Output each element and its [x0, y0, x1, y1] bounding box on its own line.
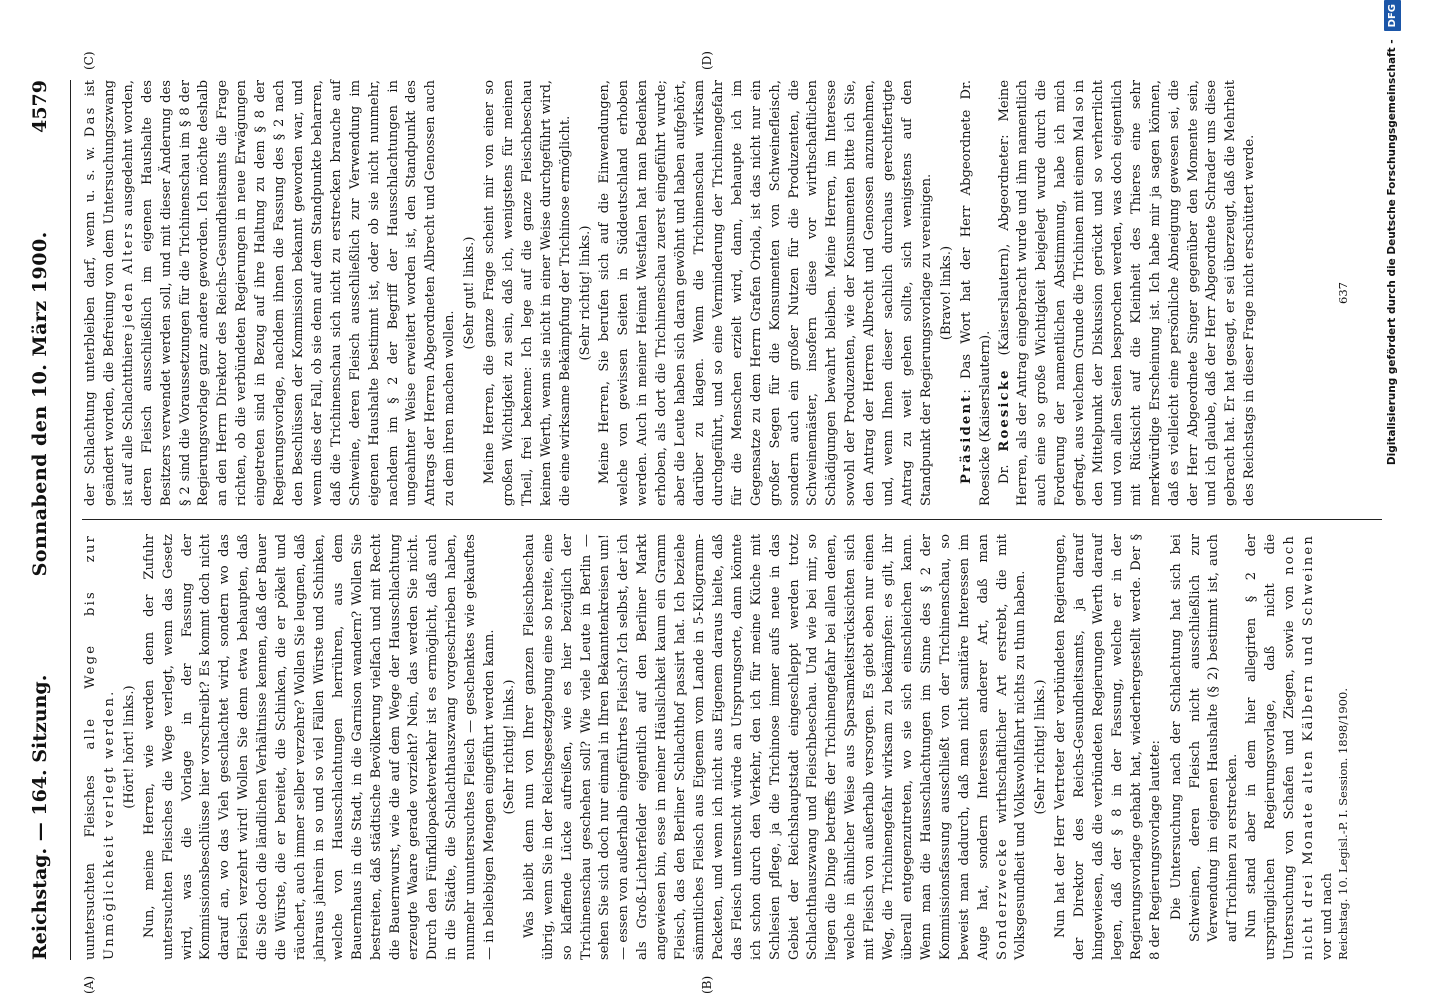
paragraph — [82, 534, 120, 960]
page-number: 4579 — [29, 80, 51, 133]
left-column — [82, 534, 1338, 960]
text: der Schlachtung unterbleiben darf, wenn u. s. w. — [83, 137, 98, 506]
footer-left: Reichstag. 10. Legisl.-P. I. Session. 1898/1900. — [1336, 687, 1350, 960]
emphasis-text: jeden Alters — [120, 221, 136, 329]
paragraph: Nun hat der Herr Vertreter der verbündeten Regierungen, der Direktor des Reichs-Gesundheitsamts, ja darauf hingewiesen, daß die verbündeten Regierungen Werth darauf legen, daß der § 8 in der Fassung, welche er in der Regierungsvorlage gehabt hat, wiederhergestellt werde. Der § 8 der Regierungsvorlage lautete: — [1053, 534, 1163, 960]
margin-marker-b: (B) — [700, 975, 714, 994]
text: ist geändert worden, die Befreiung von dem Untersuchungszwang ist auf alle Schlachtthiere — [83, 80, 136, 506]
text: Nun stand aber in dem hier allegirten § 2 der ursprünglichen Regierungsvorlage, daß nicht die Untersuchung von Schafen und Ziegen, sowie von — [1244, 534, 1298, 960]
paragraph — [1243, 534, 1338, 960]
paragraph: Nun, meine Herren, wie werden denn der Zufuhr untersuchten Fleisches die Wege verlegt, wenn das Gesetz wird, was die Vorlage in der Fassung der Kommissionsbeschlüsse hier vorschreibt? Es kommt doch nicht darauf an, wo das Vieh geschlachtet wird, sondern wo das Fleisch verzehrt wird! Wollen Sie denn etwa behaupten, daß die Sie doch die ländlichen Verhältnisse kennen, daß der Bauer die Würste, die er bereitet, die Schinken, die er pökelt und räuchert, auch immer selber verzehre? Wollen Sie leugnen, daß jahraus jahrein in so und so viel Fällen Würste und Schinken, welche von Hausschlachtungen herrühren, aus dem Bauernhaus in die Stadt, in die Garnison wandern? Wollen Sie bestreiten, daß städtische Bevölkerung vielfach und mit Recht die Bauernwurst, wie die auf dem Wege der Hausschlachtung erzeugte Waare gerade vorzieht? Nein, das werden Sie nicht. Durch den Fünfkilopacketverkehr ist es ermöglicht, daß auch in die Städte, die Schlachthauszwang vorgeschrieben haben, nunmehr ununtersuchtes Fleisch — geschenktes wie gekauftes — in beliebigen Mengen eingeführt werden kann. — [141, 534, 498, 960]
text: Dr. — [996, 451, 1012, 484]
speaker-label: Präsident — [958, 393, 974, 484]
remark: (Sehr richtig! links.) — [501, 679, 517, 815]
paragraph — [958, 80, 996, 506]
text: wirthschaftlicher Art erstrebt, die mit Volksgesundheit und Volkswohlfahrt nichts zu thun haben. — [994, 534, 1029, 960]
remark: (Sehr richtig! links.) — [1033, 679, 1049, 815]
digitization-note — [1362, 0, 1422, 1000]
dfg-badge: DFG — [1384, 0, 1401, 31]
text: vor und nach — [1319, 872, 1335, 960]
remark: (Sehr gut! links.) — [462, 236, 478, 350]
margin-marker-a: (A) — [82, 975, 96, 994]
column-divider — [82, 519, 1382, 520]
page-header — [12, 80, 68, 960]
speaker-name: Roesicke — [996, 368, 1012, 452]
paragraph — [996, 80, 1261, 506]
header-rule — [70, 80, 71, 960]
digitization-text: Digitalisierung gefördert durch die Deutsche Forschungsgemeinschaft - — [1386, 39, 1398, 466]
emphasis-text: noch nicht drei Monate alten Kälbern und Schweinen — [1282, 534, 1316, 960]
header-date: Sonnabend den 10. März 1900. — [29, 231, 51, 577]
margin-marker-c: (C) — [82, 51, 96, 70]
emphasis-text: Sonderzwecke — [994, 837, 1010, 960]
footer-page-code: 637 — [1336, 282, 1350, 304]
quoted-paragraph: Die Untersuchung nach der Schlachtung hat sich bei Schweinen, deren Fleisch nicht ausschließlich zur Verwendung im eigenen Haushalte (§ 2) bestimmt ist, auch auf Trichinen zu erstrecken. — [1168, 534, 1241, 942]
text: uuntersuchten Fleisches — [83, 749, 98, 960]
margin-marker-d: (D) — [700, 51, 714, 70]
paragraph: Meine Herren, die ganze Frage scheint mir von einer so großen Wichtigkeit zu sein, daß ich, wenigstens für meinen Theil, frei bekenne: Ich lege auf die ganze Fleischbeschau keinen Werth, wenn sie nicht in einer Weise durchgeführt wird, die eine wirksame Bekämpfung der Trichinose ermöglicht. — [482, 80, 573, 506]
right-column — [82, 80, 1260, 506]
emphasis-text: Das — [83, 105, 98, 138]
remark: (Hört! hört! links.) — [121, 685, 137, 809]
paragraph — [82, 80, 460, 506]
text: (Kaiserslautern), Abgeordneter: Meine Herren, als der Antrag eingebracht wurde und ihm namentlich auch eine so große Wichtigkeit beigelegt wurde durch die Forderung der namentlichen Abstimmung, habe ich mich gefragt, aus welchem Grunde die Trichinen mit einem Mal so in den Mittelpunkt der Diskussion gerückt und so verherrlicht und von allen Seiten besprochen werden, was doch eigentlich mit Rücksicht auf die Kleinheit des Thieres eine sehr merkwürdige Erscheinung ist. Ich habe mir ja sagen können, daß es vielleicht eine persönliche Abneigung gewesen sei, die der Herr Abgeordnete Singer gegenüber den Momente sein, und ich glaube, daß der Herr Abgeordnete Schrader uns diese gebracht hat. Er hat gesagt, er sei überzeugt, daß die Mehrheit des Reichstags in dieser Frage nicht erschüttert werde. — [996, 80, 1258, 506]
text: Was bleibt denn nun von Ihrer ganzen Fleischbeschau übrig, wenn Sie in der Reichsgesetzgebung eine so breite, eine so klaffende Lücke aufreißen, wie es hier bezüglich der Trichinenschau geschehen soll? Wie viele Leute in Berlin — sehen Sie sich doch nur einmal in Ihren Bekanntenkreisen um! — essen von außerhalb eingeführtes Fleisch? Ich selbst, der ich als Groß-Lichterfelder eigentlich auf den Berliner Markt angewiesen bin, esse in meiner Häuslichkeit kaum ein Gramm Fleisch, das den Berliner Schlachthof passirt hat. Ich beziehe sämmtliches Fleisch aus Eigenem vom Lande in 5-Kilogramm-Packeten, und wenn ich nicht aus Eigenem daraus hielte, daß das Fleisch untersucht würde an Ursprungsorte, dann könnte ich schon durch den Verkehr, den ich für meine Küche mit Schlesien pflege, ja die Trichinose immer aufs neue in das Gebiet der Reichshauptstadt eingeschleppt werden trotz Schlachthauszwang und Fleischbeschau. Und wie bei mir, so liegen die Dinge betreffs der Trichinengefahr bei allen denen, welche in ähnlicher Weise aus Sparsamkeitsrücksichten sich mit Fleisch von außerhalb versorgen. Es giebt eben nur einen Weg, die Trichinengefahr wirksam zu bekämpfen: es gilt, ihr überall entgegenzutreten, wo sie sich einschleichen kann. Wenn man die Hausschlachtungen im Sinne des § 2 der Kommissionsfassung ausschließt von der Trichinenschau, so beweist man dadurch, daß man nicht sanitäre Interessen im Auge hat, sondern Interessen anderer Art, daß man — [521, 534, 991, 960]
text: ausgedehnt worden, deren Fleisch ausschließlich im eigenen Haushalte des Besitzers verwendet werden soll, und mit dieser Änderung des § 2 sind die Voraussetzungen für die Trichinenschau im § 8 der Regierungsvorlage ganz andere geworden. Ich möchte deshalb an den Herrn Direktor des Reichs-Gesundheitsamts die Frage richten, ob die verbündeten Regierungen in neue Erwägungen eingetreten sind in Bezug auf ihre Haltung zu dem § 8 der Regierungsvorlage, nachdem ihnen die Fassung des § 2 nach den Beschlüssen der Kommission bekannt geworden war, und wenn dies der Fall, ob sie denn auf dem Standpunkte beharren, daß die Trichinenschau sich nicht zu erstrecken brauche auf Schweine, deren Fleisch ausschließlich zur Verwendung im eigenen Haushalte bestimmt ist, oder ob sie nicht nunmehr, nachdem im § 2 der Begriff der Hausschlachtungen in ungeahnter Weise erweitert worden ist, den Standpunkt des Antrags der Herren Abgeordneten Albrecht und Genossen auch zu dem ihren machen wollen. — [120, 80, 458, 506]
header-left: Reichstag. — 164. Sitzung. — [29, 674, 51, 960]
paragraph: Meine Herren, Sie berufen sich auf die Einwendungen, welche von gewissen Seiten in Süddeutschland erhoben werden. Auch in meiner Heimat Westfalen hat man Bedenken erhoben, als dort die Trichinenschau zuerst eingeführt wurde; aber die Leute haben sich daran gewöhnt und haben aufgehört, darüber zu klagen. Wenn die Trichinenschau wirksam durchgeführt, und so eine Verminderung der Trichinengefahr für die Menschen erzielt wird, dann, behaupte ich im Gegensatze zu dem Herrn Grafen Oriola, ist das nicht nur ein großer Segen für die Konsumenten von Schweinefleisch, sondern auch ein großer Nutzen für die Produzenten, die Schweinemäster, insofern diese vor wirthschaftlichen Schädigungen bewahrt bleiben. Meine Herren, im Interesse sowohl der Produzenten, wie der Konsumenten bitte ich Sie, den Antrag der Herren Albrecht und Genossen anzunehmen, und, wenn Ihnen dieser sachlich durchaus gerechtfertigte Antrag zu weit gehen sollte, sich wenigstens auf den Standpunkt der Regierungsvorlage zu vereinigen. — [597, 80, 934, 506]
text: : Das Wort hat der Herr Abgeordnete Dr. Roesicke (Kaiserslautern). — [958, 80, 993, 506]
emphasis-text: alle Wege bis zur Unmöglichkeit verlegt werden. — [83, 533, 117, 960]
paragraph — [521, 534, 1031, 960]
remark: (Sehr richtig! links.) — [577, 225, 593, 361]
remark: (Bravo! links.) — [938, 245, 954, 341]
